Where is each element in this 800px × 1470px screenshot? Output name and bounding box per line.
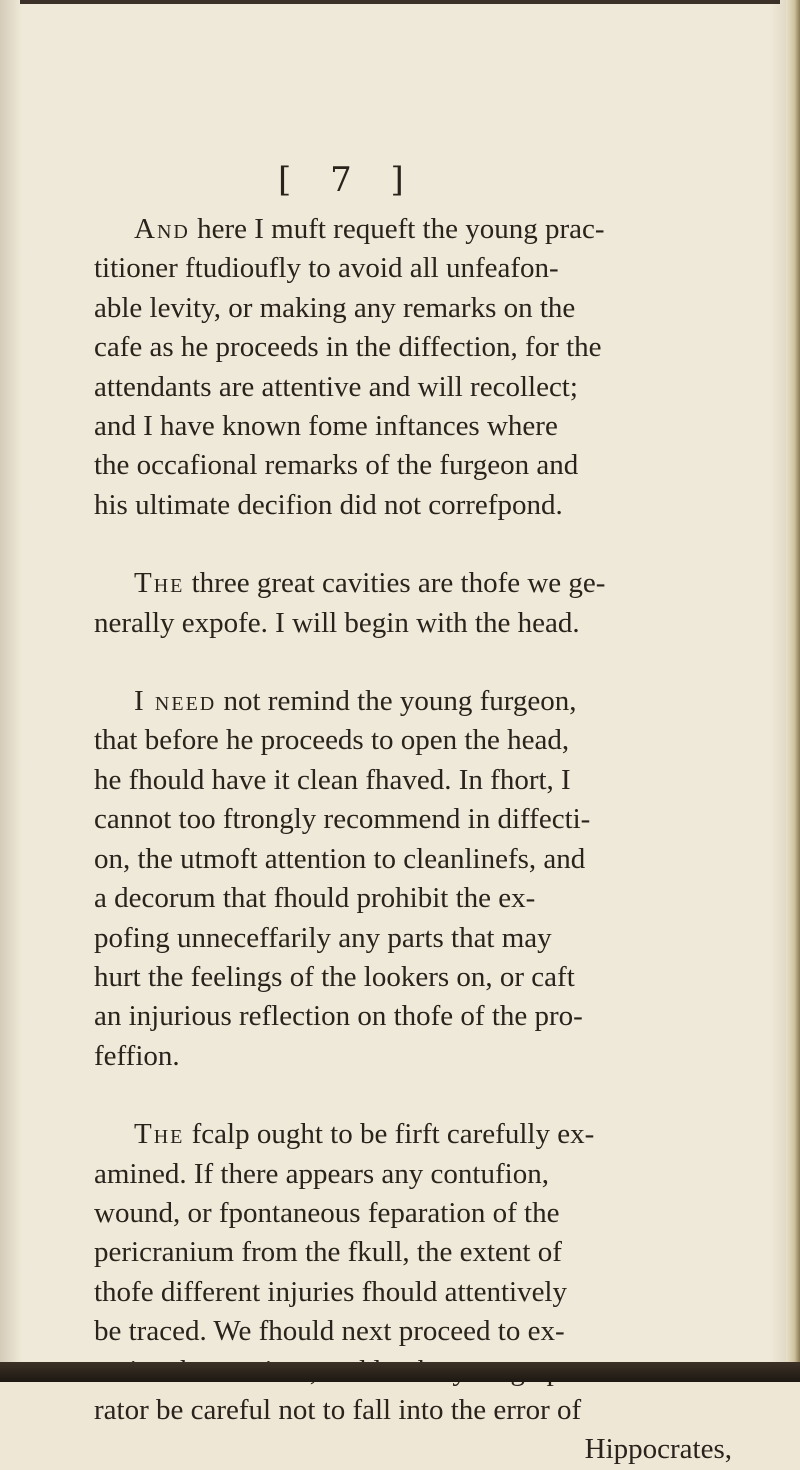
text-line: an injurious reflection on thofe of the pro- [94,1000,583,1033]
paragraph-4: The fcalp ought to be firft carefully ex- amined. If there appears any contufion, wound, or fpontaneous feparation of the pericranium from the fkull, the extent of thofe different injuries fhould attentively be traced. We fhould next proceed to ex- rator be careful not to fall into the error of [94,1115,734,1430]
paragraph-2: The three great cavities are thofe we ge- nerally expofe. I will begin with the head. [94,564,734,643]
text-line: the occafional remarks of the furgeon and [94,449,579,482]
catchword: Hippocrates, [584,1433,732,1466]
page-number: [ 7 ] [278,160,418,200]
text-line: on, the utmoft attention to cleanlinefs, and [94,842,586,875]
paragraph-3: I need not remind the young furgeon, that before he proceeds to open the head, he fhould have it clean fhaved. In fhort, I cannot too ftrongly recommend in diffecti- on, the utmoft attention to cleanlinefs, and a decorum that fhould prohibit the ex- pofing unneceffarily any parts that may hurt the feelings of the lookers on, or caft an injurious reflection on thofe of the pro- feffion. [94,682,734,1076]
text-line: attendants are attentive and will recollect; [94,370,578,403]
text-line: his ultimate decifion did not correfpond. [94,488,563,521]
paragraph-1: And here I muft requeft the young prac- titioner ftudioufly to avoid all unfeafon- able levity, or making any remarks on the cafe as he proceeds in the diffection, for the attendants are attentive and will recollect; and I have known fome inftances where the occafional remarks of the furgeon and his ultimate decifion did not correfpond. [94,210,734,525]
text-line: able levity, or making any remarks on the [94,291,576,324]
text-line: amined. If there appears any contufion, [94,1157,549,1190]
text-line: nerally expofe. I will begin with the head. [94,606,580,639]
text-line: rator be careful not to fall into the error of [94,1393,582,1426]
text-line: he fhould have it clean fhaved. In fhort, I [94,763,571,796]
text-line: wound, or fpontaneous feparation of the [94,1196,560,1229]
text-line: hurt the feelings of the lookers on, or caft [94,960,575,993]
text-line: feffion. [94,1039,180,1072]
text-line: and I have known fome inftances where [94,410,558,443]
bottom-border [0,1362,800,1382]
text-line: cannot too ftrongly recommend in diffecti- [94,803,591,836]
lead-word: And [134,213,190,245]
text-line: be traced. We fhould next proceed to ex- [94,1315,565,1348]
lead-word: The [134,1118,185,1151]
body-text [94,210,734,1470]
text-line: a decorum that fhould prohibit the ex- [94,882,536,915]
text-line: that before he proceeds to open the head, [94,724,570,757]
text-line: pericranium from the fkull, the extent of [94,1236,562,1269]
text-line: thofe different injuries fhould attentively [94,1275,567,1308]
top-border [20,0,780,4]
page-edge [786,0,800,1382]
text-line: cafe as he proceeds in the diffection, for the [94,331,602,364]
text-line: titioner ftudioufly to avoid all unfeafon- [94,252,559,285]
lead-word: The [134,567,185,600]
lead-word: I need [134,685,217,718]
text-line: pofing unneceffarily any parts that may [94,921,552,954]
